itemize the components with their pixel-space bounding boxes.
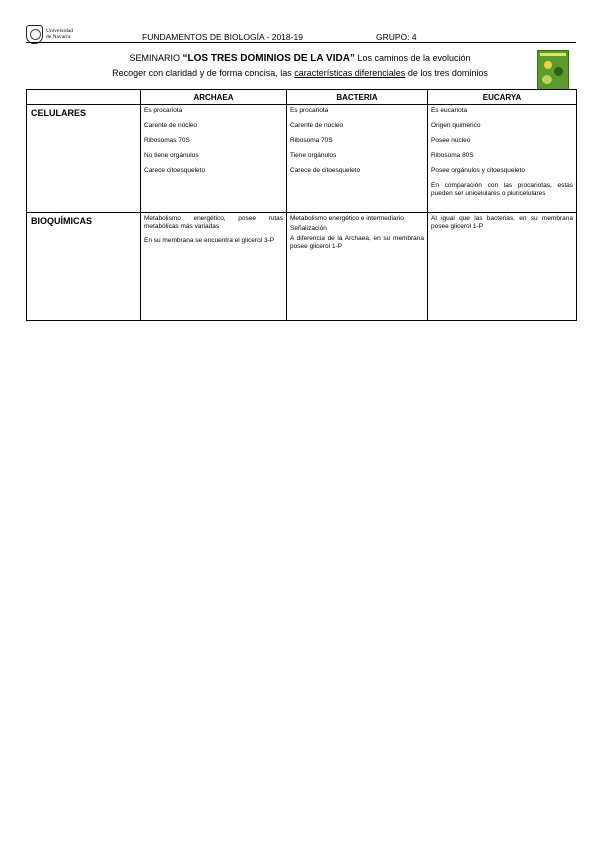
list-item: Es eucariota bbox=[431, 107, 468, 114]
list-item: Ribosoma 70S bbox=[290, 137, 333, 144]
instruction-underlined: características diferenciales bbox=[294, 68, 406, 78]
row-label-bioquimicas: BIOQUÍMICAS bbox=[27, 213, 141, 321]
list-item: Es procariota bbox=[144, 107, 183, 114]
cell-bioquimicas-eucarya bbox=[428, 213, 577, 321]
table-row-bioquimicas bbox=[27, 213, 577, 321]
list-item: A diferencia de la Archaea, en su membrana posee glicerol 1-P bbox=[290, 235, 424, 250]
list-item: En su membrana se encuentra el glicerol 3-P bbox=[144, 237, 275, 244]
list-item: Carente de núcleo bbox=[144, 122, 198, 129]
seminar-title: “LOS TRES DOMINIOS DE LA VIDA” bbox=[182, 53, 355, 64]
table-row-celulares bbox=[27, 105, 577, 213]
list-item: No tiene orgánulos bbox=[144, 152, 199, 159]
list-item: En comparación con las procariotas, estas pueden ser unicelulares o pluricelulares bbox=[431, 182, 573, 197]
list-item: Origen quimérico bbox=[431, 122, 481, 129]
cell-celulares-eucarya bbox=[428, 105, 577, 213]
list-item: Metabolismo energético, posee rutas metabólicas más variadas bbox=[144, 215, 283, 230]
book-cover-image bbox=[537, 50, 569, 90]
instruction-text bbox=[0, 68, 600, 78]
list-item: Posee orgánulos y citoesqueleto bbox=[431, 167, 525, 174]
book-illustration-3 bbox=[542, 75, 552, 84]
table-header-row bbox=[27, 90, 577, 105]
list-item: Al igual que las bacterias, en su membrana posee glicerol 1-P bbox=[431, 215, 573, 230]
seminar-heading bbox=[0, 53, 600, 64]
cell-celulares-archaea bbox=[141, 105, 287, 213]
list-item: Carente de núcleo bbox=[290, 122, 344, 129]
instruction-before: Recoger con claridad y de forma concisa, las bbox=[112, 68, 292, 78]
header-bacteria: BACTERIA bbox=[287, 90, 428, 105]
list-item: Es procariota bbox=[290, 107, 329, 114]
instruction-after: de los tres dominios bbox=[407, 68, 488, 78]
logo-line-1: Universidad bbox=[46, 28, 73, 34]
book-title-bar bbox=[540, 53, 566, 56]
list-item: Señalización bbox=[290, 225, 327, 232]
seminar-label: SEMINARIO bbox=[129, 53, 180, 63]
cell-celulares-bacteria bbox=[287, 105, 428, 213]
university-seal-icon bbox=[26, 25, 43, 44]
row-label-celulares: CELULARES bbox=[27, 105, 141, 213]
list-item: Posee núcleo bbox=[431, 137, 471, 144]
cell-bioquimicas-bacteria bbox=[287, 213, 428, 321]
list-item: Carece de citoesqueleto bbox=[290, 167, 361, 174]
header-eucarya: EUCARYA bbox=[428, 90, 577, 105]
header-archaea: ARCHAEA bbox=[141, 90, 287, 105]
book-illustration-2 bbox=[554, 67, 563, 76]
header-divider bbox=[26, 42, 576, 43]
university-logo bbox=[26, 24, 73, 44]
cell-bioquimicas-archaea bbox=[141, 213, 287, 321]
course-title: FUNDAMENTOS DE BIOLOGÍA - 2018-19 bbox=[142, 32, 303, 42]
book-illustration-1 bbox=[544, 61, 552, 69]
list-item: Ribosoma 80S bbox=[431, 152, 474, 159]
group-label: GRUPO: 4 bbox=[376, 32, 417, 42]
seminar-subtitle: Los caminos de la evolución bbox=[357, 53, 471, 63]
logo-text bbox=[46, 28, 73, 40]
header-empty-cell bbox=[27, 90, 141, 105]
logo-line-2: de Navarra bbox=[46, 34, 71, 40]
domains-table bbox=[26, 89, 577, 321]
list-item: Ribosomas 70S bbox=[144, 137, 190, 144]
list-item: Metabolismo energético e intermediario bbox=[290, 215, 404, 222]
list-item: Carece citoesqueleto bbox=[144, 167, 206, 174]
list-item: Tiene orgánulos bbox=[290, 152, 337, 159]
